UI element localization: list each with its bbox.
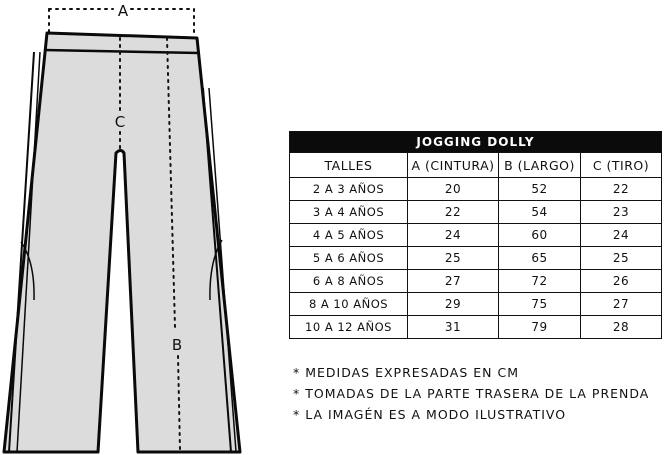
table-title-row bbox=[290, 132, 662, 153]
table-row bbox=[290, 178, 662, 201]
tiro-cell: 26 bbox=[581, 270, 662, 293]
dimension-a bbox=[49, 2, 194, 32]
cintura-cell: 31 bbox=[408, 316, 499, 339]
largo-cell: 75 bbox=[499, 293, 581, 316]
size-cell: 10 A 12 AÑOS bbox=[290, 316, 408, 339]
dimension-c-label: C bbox=[114, 113, 126, 131]
table-title: JOGGING DOLLY bbox=[290, 132, 662, 153]
cintura-cell: 25 bbox=[408, 247, 499, 270]
largo-cell: 60 bbox=[499, 224, 581, 247]
cintura-cell: 24 bbox=[408, 224, 499, 247]
tiro-cell: 25 bbox=[581, 247, 662, 270]
largo-cell: 65 bbox=[499, 247, 581, 270]
column-header-talles: TALLES bbox=[290, 153, 408, 178]
measurement-notes bbox=[293, 362, 665, 425]
tiro-cell: 22 bbox=[581, 178, 662, 201]
column-header-cintura: A (CINTURA) bbox=[408, 153, 499, 178]
size-cell: 3 A 4 AÑOS bbox=[290, 201, 408, 224]
table-row bbox=[290, 201, 662, 224]
tiro-cell: 24 bbox=[581, 224, 662, 247]
table-row bbox=[290, 293, 662, 316]
largo-cell: 54 bbox=[499, 201, 581, 224]
dimension-a-label: A bbox=[117, 2, 129, 20]
table-row bbox=[290, 270, 662, 293]
tiro-cell: 23 bbox=[581, 201, 662, 224]
tiro-cell: 27 bbox=[581, 293, 662, 316]
size-cell: 8 A 10 AÑOS bbox=[290, 293, 408, 316]
tiro-cell: 28 bbox=[581, 316, 662, 339]
note-units: * MEDIDAS EXPRESADAS EN CM bbox=[293, 365, 519, 380]
largo-cell: 52 bbox=[499, 178, 581, 201]
cintura-cell: 20 bbox=[408, 178, 499, 201]
cintura-cell: 22 bbox=[408, 201, 499, 224]
largo-cell: 72 bbox=[499, 270, 581, 293]
size-chart-table bbox=[289, 131, 662, 339]
table-header-row bbox=[290, 153, 662, 178]
pants-illustration bbox=[0, 0, 260, 455]
size-cell: 4 A 5 AÑOS bbox=[290, 224, 408, 247]
table-row bbox=[290, 316, 662, 339]
cintura-cell: 27 bbox=[408, 270, 499, 293]
column-header-tiro: C (TIRO) bbox=[581, 153, 662, 178]
size-cell: 2 A 3 AÑOS bbox=[290, 178, 408, 201]
largo-cell: 79 bbox=[499, 316, 581, 339]
table-row bbox=[290, 247, 662, 270]
size-cell: 6 A 8 AÑOS bbox=[290, 270, 408, 293]
note-measured-back: * TOMADAS DE LA PARTE TRASERA DE LA PRENDA bbox=[293, 386, 650, 401]
size-cell: 5 A 6 AÑOS bbox=[290, 247, 408, 270]
dimension-b-label: B bbox=[171, 336, 183, 354]
note-illustrative: * LA IMAGÉN ES A MODO ILUSTRATIVO bbox=[293, 407, 567, 422]
pants-shape bbox=[4, 33, 240, 452]
cintura-cell: 29 bbox=[408, 293, 499, 316]
table-row bbox=[290, 224, 662, 247]
column-header-largo: B (LARGO) bbox=[499, 153, 581, 178]
